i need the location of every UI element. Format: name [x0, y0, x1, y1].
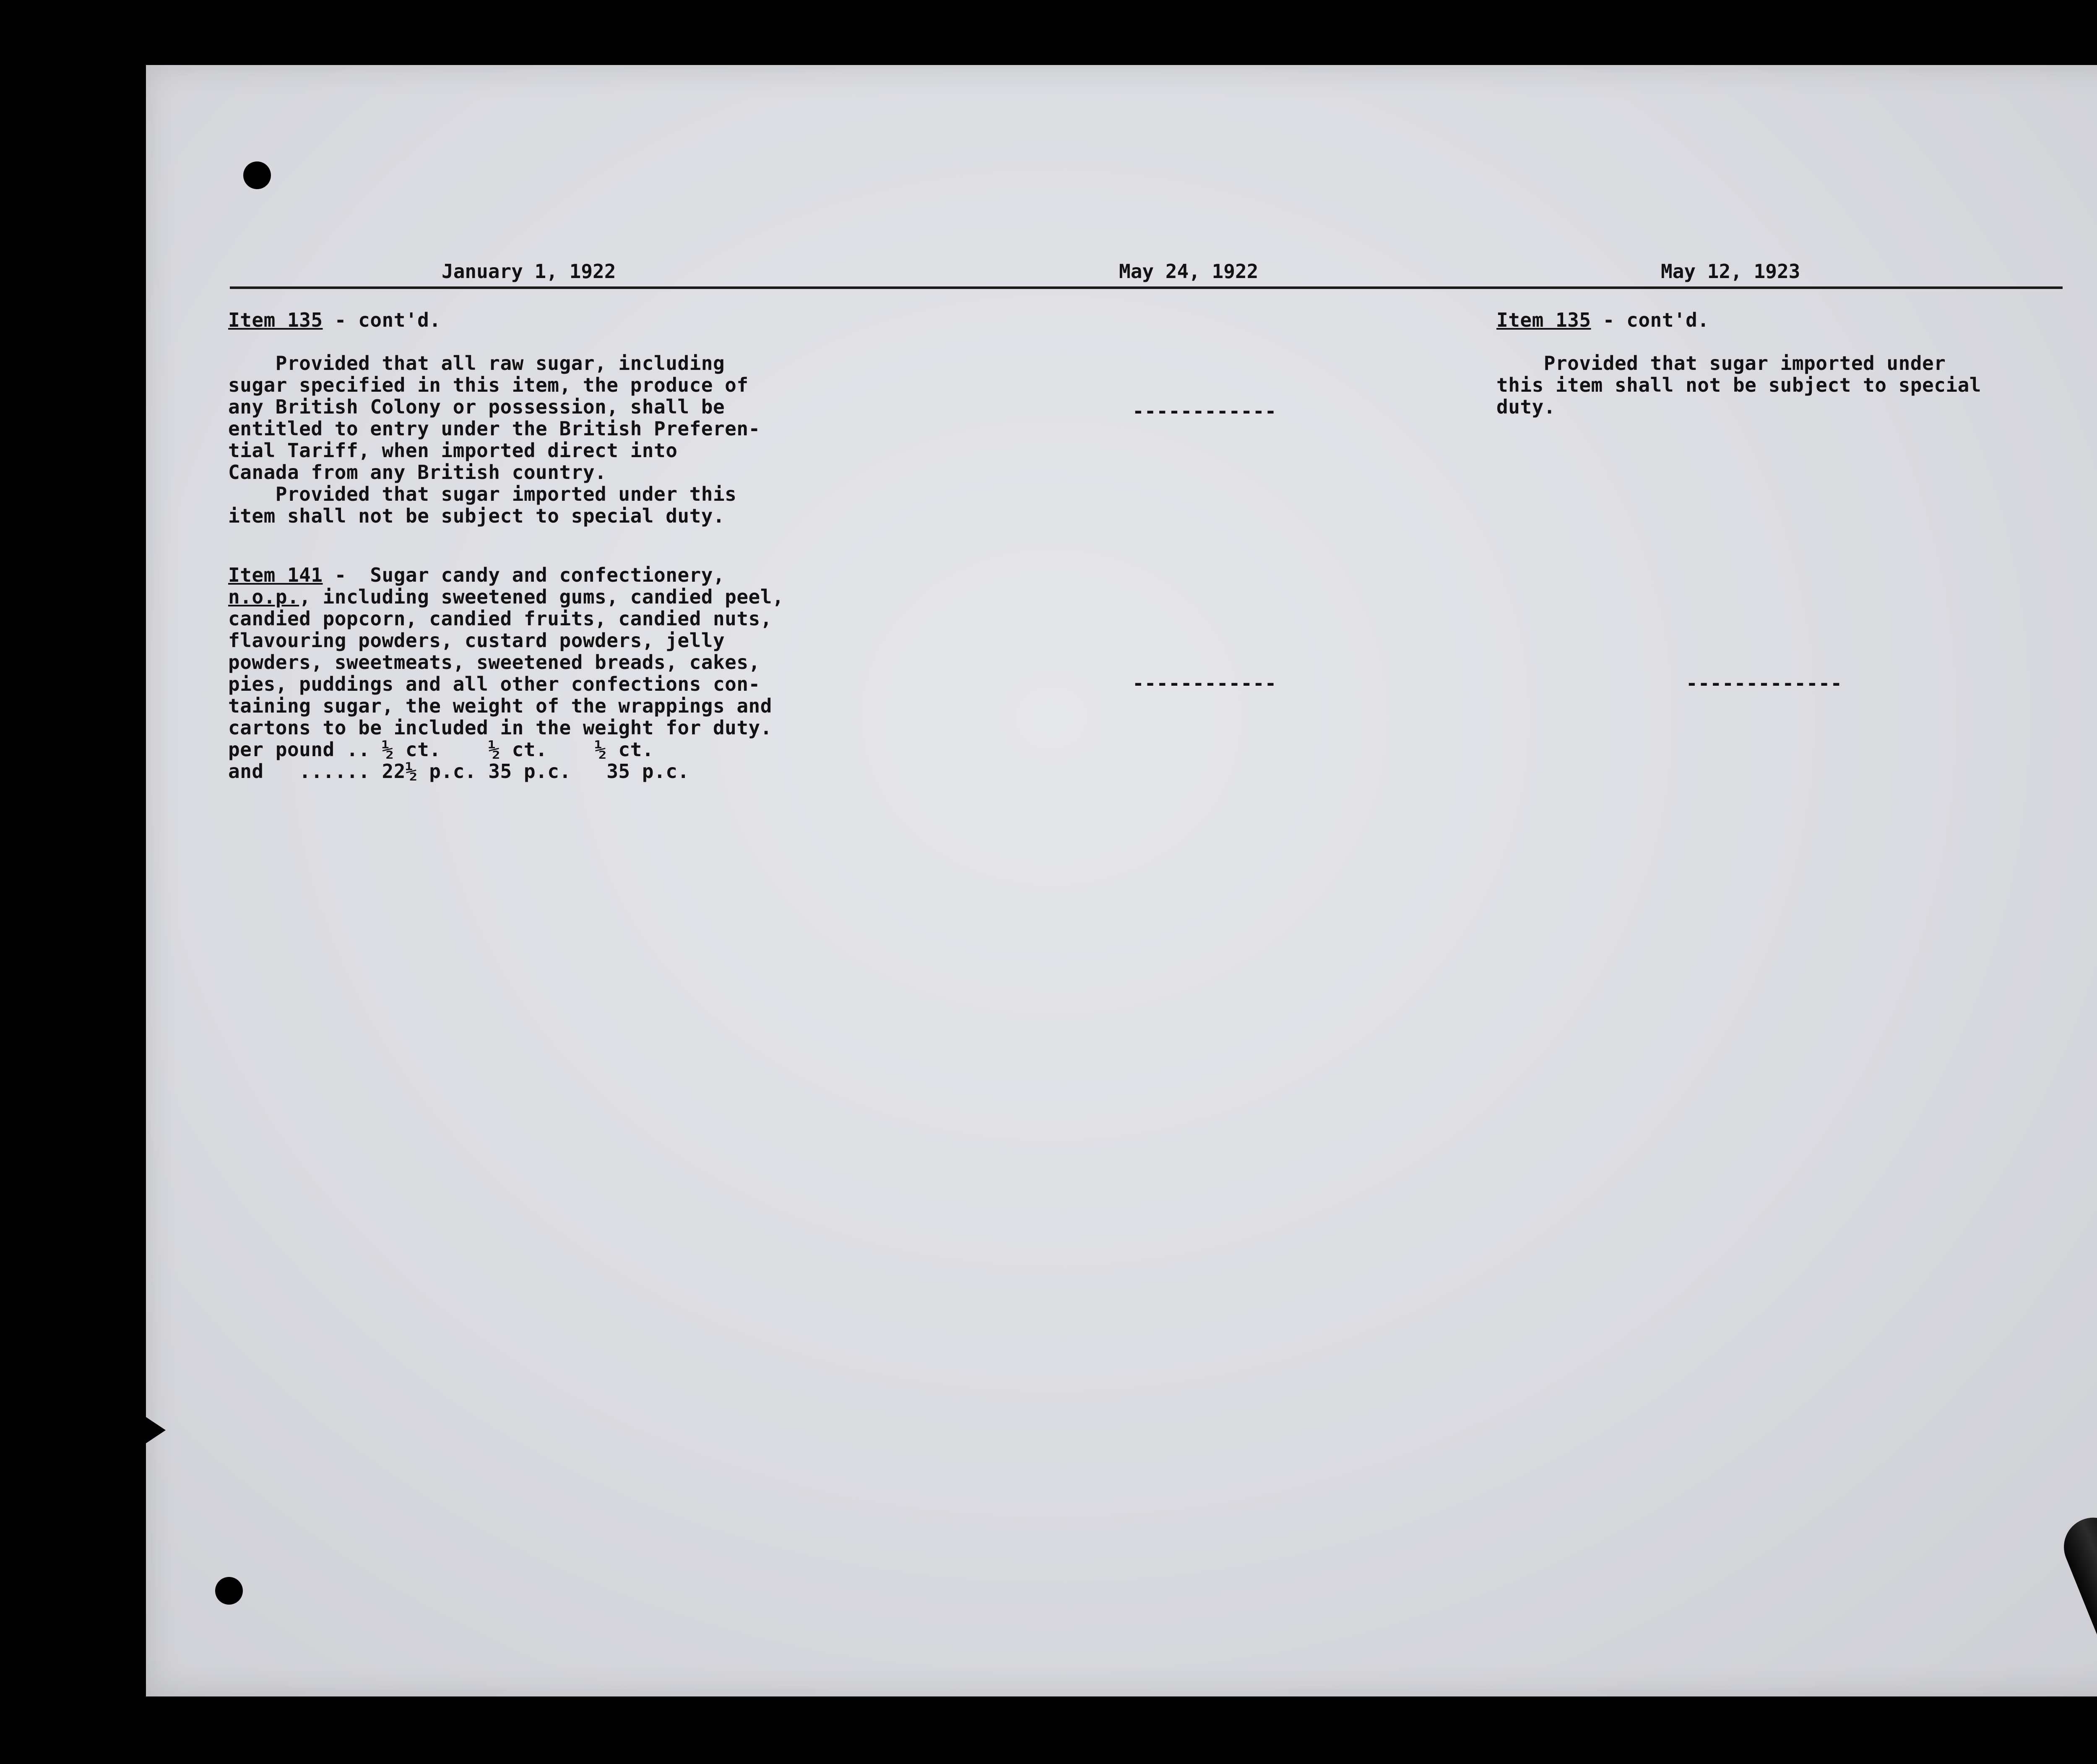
punch-hole-bottom — [215, 1577, 243, 1605]
col1-rate-line-1: per pound .. ½ ct. ½ ct. ½ ct. — [228, 738, 654, 761]
col3-item135-heading — [1496, 309, 1709, 331]
col2-dashes-1: ------------ — [1132, 400, 1277, 422]
col1-item141-nop: n.o.p. — [228, 585, 299, 608]
col2-dashes-2: ------------ — [1132, 672, 1277, 695]
col3-item135-label: Item 135 — [1496, 309, 1591, 331]
col1-item135-label: Item 135 — [228, 309, 323, 331]
col1-item135-heading — [228, 309, 441, 331]
header-may-24-1922: May 24, 1922 — [1119, 260, 1259, 283]
col1-item141-block — [228, 564, 784, 739]
col1-item141-rest: , including sweetened gums, candied peel, candied popcorn, candied fruits, candied nuts, flavouring powders, custard powders, jelly powders, sweetmeats, sweetened breads, cakes, pies, puddings and all other confections con- taining sugar, the weight of the wrappings and cartons to be included in the weight for duty. — [228, 585, 784, 739]
col1-item141-label: Item 141 — [228, 564, 323, 586]
page-edge-notch — [140, 1413, 166, 1447]
header-rule — [230, 286, 2063, 289]
header-january-1-1922: January 1, 1922 — [442, 260, 616, 283]
col3-item135-body: Provided that sugar imported under this item shall not be subject to special duty. — [1496, 352, 1981, 418]
header-may-12-1923: May 12, 1923 — [1661, 260, 1800, 283]
col1-item135-suffix: - cont'd. — [323, 309, 441, 331]
punch-hole-top — [243, 161, 271, 189]
col1-item141-first: - Sugar candy and confectionery, — [323, 564, 725, 586]
col3-dashes: ------------- — [1686, 672, 1843, 695]
col3-item135-suffix: - cont'd. — [1591, 309, 1709, 331]
col1-item135-body: Provided that all raw sugar, including sugar specified in this item, the produce of any British Colony or possession, shall be entitled to entry under the British Preferen- tial Tariff, when imported direct into Canada from any British country. Provided that sugar imported under this item shall not be subject to special duty. — [228, 352, 760, 527]
col1-rate-line-2: and ...... 22½ p.c. 35 p.c. 35 p.c. — [228, 760, 689, 783]
document-page — [146, 65, 2097, 1696]
